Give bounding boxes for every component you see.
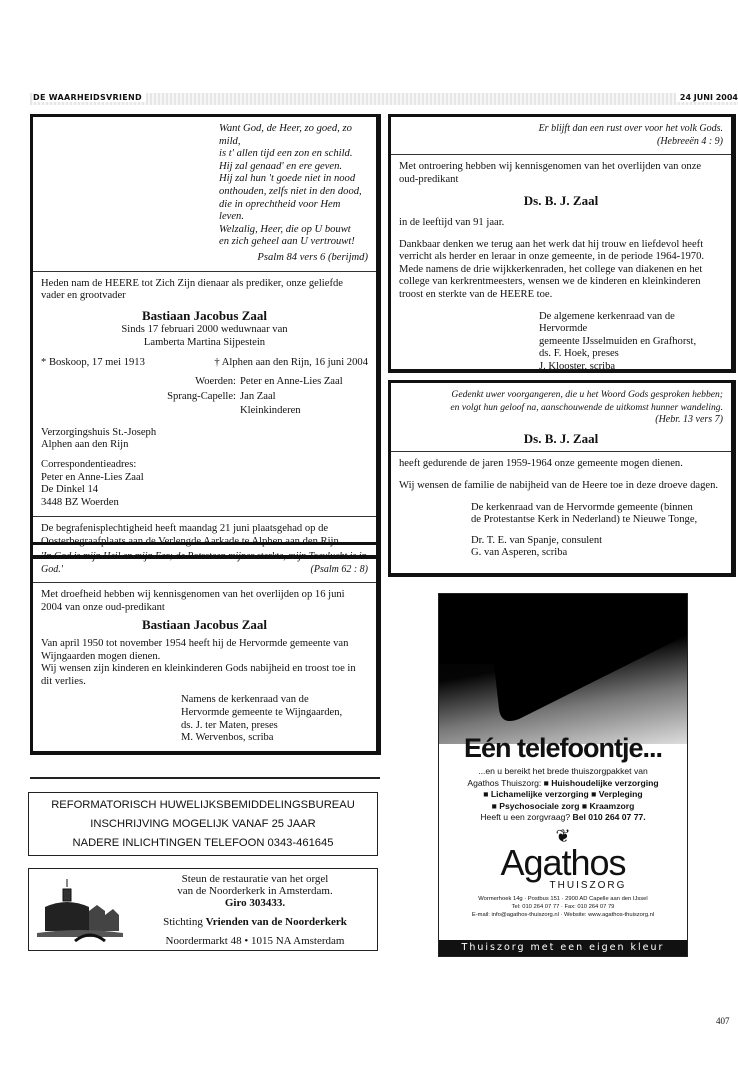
signature-line: ds. F. Hoek, preses xyxy=(539,348,619,360)
ad-headline: Eén telefoontje... xyxy=(463,733,663,763)
death-info: † Alphen aan den Rijn, 16 juni 2004 xyxy=(214,356,368,368)
ad-line: Heeft u een zorgvraag? xyxy=(480,812,573,822)
verse-reference: (Hebr. 13 vers 7) xyxy=(655,414,723,426)
family-place xyxy=(41,405,240,418)
address-line: Peter en Anne-Lies Zaal xyxy=(41,471,144,483)
verse-text: 'In God is mijn Heil en mijn Eer; de Rotssteen mijner sterkte, mijn Toevlucht is in God.' xyxy=(41,551,367,575)
widower-line: Lamberta Martina Sijpestein xyxy=(143,336,266,348)
body-text: Dankbaar denken we terug aan het werk dat hij trouw en liefdevol heeft verricht als herder en leraar in onze gemeente, in de periode 1964-1970. xyxy=(399,238,705,263)
signature-line: Hervormde gemeente te Wijngaarden, xyxy=(181,706,343,718)
family-place: Sprang-Capelle: xyxy=(167,390,236,402)
obituary-ijsselmuiden xyxy=(388,114,736,373)
deceased-name: Bastiaan Jacobus Zaal xyxy=(142,617,267,633)
body-text: Van april 1950 tot november 1954 heeft hij de Hervormde gemeente van Wijngaarden mogen dienen. xyxy=(41,637,349,662)
body-text: heeft gedurende de jaren 1959-1964 onze gemeente mogen dienen. xyxy=(399,458,683,470)
verse-reference: Psalm 84 vers 6 (berijmd) xyxy=(257,251,368,263)
residence-line: Verzorgingshuis St.-Joseph xyxy=(41,426,157,438)
divider xyxy=(33,582,376,583)
agathos-logo-sub: THUISZORG xyxy=(549,879,627,891)
ad-service: ■ Huishoudelijke verzorging xyxy=(543,777,659,788)
address-line: De Dinkel 14 xyxy=(41,484,99,496)
agathos-logo: Agathos xyxy=(500,841,626,883)
signature-line: M. Wervenbos, scriba xyxy=(181,732,274,744)
verse-reference: (Hebreeën 4 : 9) xyxy=(657,135,723,147)
foundation-name: Vrienden van de Noorderkerk xyxy=(205,916,347,928)
divider xyxy=(33,271,376,272)
verse-line: Gedenkt uwer voorgangeren, die u het Woord Gods gesproken hebben; xyxy=(451,389,723,400)
organ-restoration-ad xyxy=(28,868,378,951)
church-illustration xyxy=(35,875,125,945)
ad-address: Wormerhoek 14g · Postbus 151 · 2900 AD Capelle aan den IJssel xyxy=(478,895,648,902)
ad-line: van de Noorderkerk in Amsterdam. xyxy=(177,885,333,897)
verse-line: en volgt hun geloof na, aanschouwende de uitkomst hunner wandeling. xyxy=(450,401,723,413)
ad-tel: Tel: 010 264 07 77 · Fax: 010 264 07 79 xyxy=(511,903,615,910)
intro-text: Met droefheid hebben wij kennisgenomen van het overlijden op 16 juni 2004 van onze oud-predikant xyxy=(41,589,345,613)
family-names: Peter en Anne-Lies Zaal xyxy=(240,376,343,388)
body-text: Mede namens de drie wijkkerkenraden, het college van diakenen en het college van kerkrentmeesters, wensen we de kinderen en kleinkinderen troost en sterkte van de HEERE toe. xyxy=(399,263,703,300)
page-header xyxy=(30,93,738,105)
phone-shape-image xyxy=(439,594,688,744)
ad-services: ■ Psychosociale zorg ■ Kraamzorg xyxy=(491,800,635,811)
intro-text: Heden nam de HEERE tot Zich Zijn dienaar als prediker, onze geliefde vader en grootvader xyxy=(41,277,343,302)
giro-number: Giro 303433. xyxy=(224,897,286,909)
verse-line: onthouden, zelfs niet in den dood, xyxy=(219,185,362,197)
signature xyxy=(471,502,723,560)
family-place: Woerden: xyxy=(195,376,236,388)
deceased-name: Ds. B. J. Zaal xyxy=(523,193,599,209)
signature xyxy=(181,694,368,744)
family-names: Kleinkinderen xyxy=(240,405,301,417)
divider xyxy=(391,154,731,155)
ad-line: Agathos Thuiszorg: xyxy=(467,777,544,788)
verse-line: Want God, de Heer, zo goed, zo mild, xyxy=(219,123,352,147)
body-text: Wij wensen de familie de nabijheid van de Heere toe in deze droeve dagen. xyxy=(399,479,719,491)
ad-line: ...en u bereikt het brede thuiszorgpakket van xyxy=(478,766,648,776)
signature-line: Dr. T. E. van Spanje, consulent xyxy=(471,534,603,546)
ad-services: ■ Lichamelijke verzorging ■ Verpleging xyxy=(483,789,643,799)
age-text: in de leeftijd van 91 jaar. xyxy=(399,216,505,228)
ad-line: Steun de restauratie van het orgel xyxy=(181,873,329,885)
verse-line: is t' allen tijd een zon en schild. xyxy=(219,148,353,160)
widower-line: Sinds 17 februari 2000 weduwnaar van xyxy=(121,324,288,336)
verse-line: Hij zal genaad' en ere geven. xyxy=(219,160,343,172)
signature-line: Namens de kerkenraad van de xyxy=(181,694,309,706)
ad-tagline: Thuiszorg met een eigen kleur xyxy=(439,940,687,956)
foundation-prefix: Stichting xyxy=(163,916,206,928)
ad-line: INSCHRIJVING MOGELIJK VANAF 25 JAAR xyxy=(90,818,316,830)
obituary-family xyxy=(30,114,381,559)
funeral-text: De begrafenisplechtigheid heeft maandag 21 juni plaatsgehad op de Oosterbegraafplaats aan de Verlengde Aarkade te Alphen aan den Rijn. xyxy=(41,523,342,548)
signature-line: G. van Asperen, scriba xyxy=(471,547,568,559)
marriage-bureau-ad xyxy=(28,792,378,856)
birth-info: * Boskoop, 17 mei 1913 xyxy=(41,356,145,368)
verse: Er blijft dan een rust over voor het volk Gods. xyxy=(538,123,723,134)
verse-line: Hij zal hun 't goede niet in nood xyxy=(219,173,356,185)
agathos-ad xyxy=(438,593,688,957)
page-number: 407 xyxy=(716,1016,730,1026)
verse xyxy=(41,551,368,576)
deceased-name: Ds. B. J. Zaal xyxy=(523,430,599,446)
address-line: 3448 BZ Woerden xyxy=(41,496,119,508)
signature-line: De kerkenraad van de Hervormde gemeente (binnen xyxy=(471,501,693,513)
family-list xyxy=(41,376,368,418)
ad-line: NADERE INLICHTINGEN TELEFOON 0343-461645 xyxy=(72,837,334,849)
obituary-wijngaarden xyxy=(30,542,381,755)
verse-line: die in oprechtheid voor Hem leven. xyxy=(219,198,341,223)
ad-photo xyxy=(439,594,687,744)
obituary-nieuwe-tonge xyxy=(388,380,736,577)
divider xyxy=(391,451,731,452)
residence-line: Alphen aan den Rijn xyxy=(41,439,129,451)
address-line: Correspondentieadres: xyxy=(41,459,137,471)
divider xyxy=(33,516,376,517)
signature xyxy=(539,311,723,374)
ad-line: REFORMATORISCH HUWELIJKSBEMIDDELINGSBUREAU xyxy=(51,799,355,811)
signature-line: J. Klooster, scriba xyxy=(539,360,616,372)
verse-line: Welzalig, Heer, die op U bouwt xyxy=(219,223,351,235)
verse-line: en zich geheel aan U vertrouwt! xyxy=(219,236,355,248)
ad-web: E-mail: info@agathos-thuiszorg.nl · Website: www.agathos-thuiszorg.nl xyxy=(471,911,655,918)
signature-line: gemeente IJsselmuiden en Grafhorst, xyxy=(539,335,697,347)
leaf-logo-icon: ❦ xyxy=(555,825,571,847)
body-text: Wij wensen zijn kinderen en kleinkinderen Gods nabijheid en troost toe in dit verlies. xyxy=(41,663,356,687)
publication-name: DE WAARHEIDSVRIEND xyxy=(33,93,146,102)
signature-line: de Protestantse Kerk in Nederland) te Nieuwe Tonge, xyxy=(471,514,698,526)
column-rule xyxy=(30,777,380,779)
foundation-address: Noordermarkt 48 • 1015 NA Amsterdam xyxy=(165,935,345,947)
intro-text: Met ontroering hebben wij kennisgenomen van het overlijden van onze oud-predikant xyxy=(399,161,702,185)
ad-phone: Bel 010 264 07 77. xyxy=(572,812,646,822)
family-names: Jan Zaal xyxy=(240,390,276,402)
issue-date: 24 JUNI 2004 xyxy=(676,93,738,102)
verse xyxy=(219,123,368,249)
verse-reference: (Psalm 62 : 8) xyxy=(310,563,368,575)
signature-line: ds. J. ter Maten, preses xyxy=(181,719,278,731)
signature-line: De algemene kerkenraad van de Hervormde xyxy=(539,310,675,335)
deceased-name: Bastiaan Jacobus Zaal xyxy=(142,307,267,323)
